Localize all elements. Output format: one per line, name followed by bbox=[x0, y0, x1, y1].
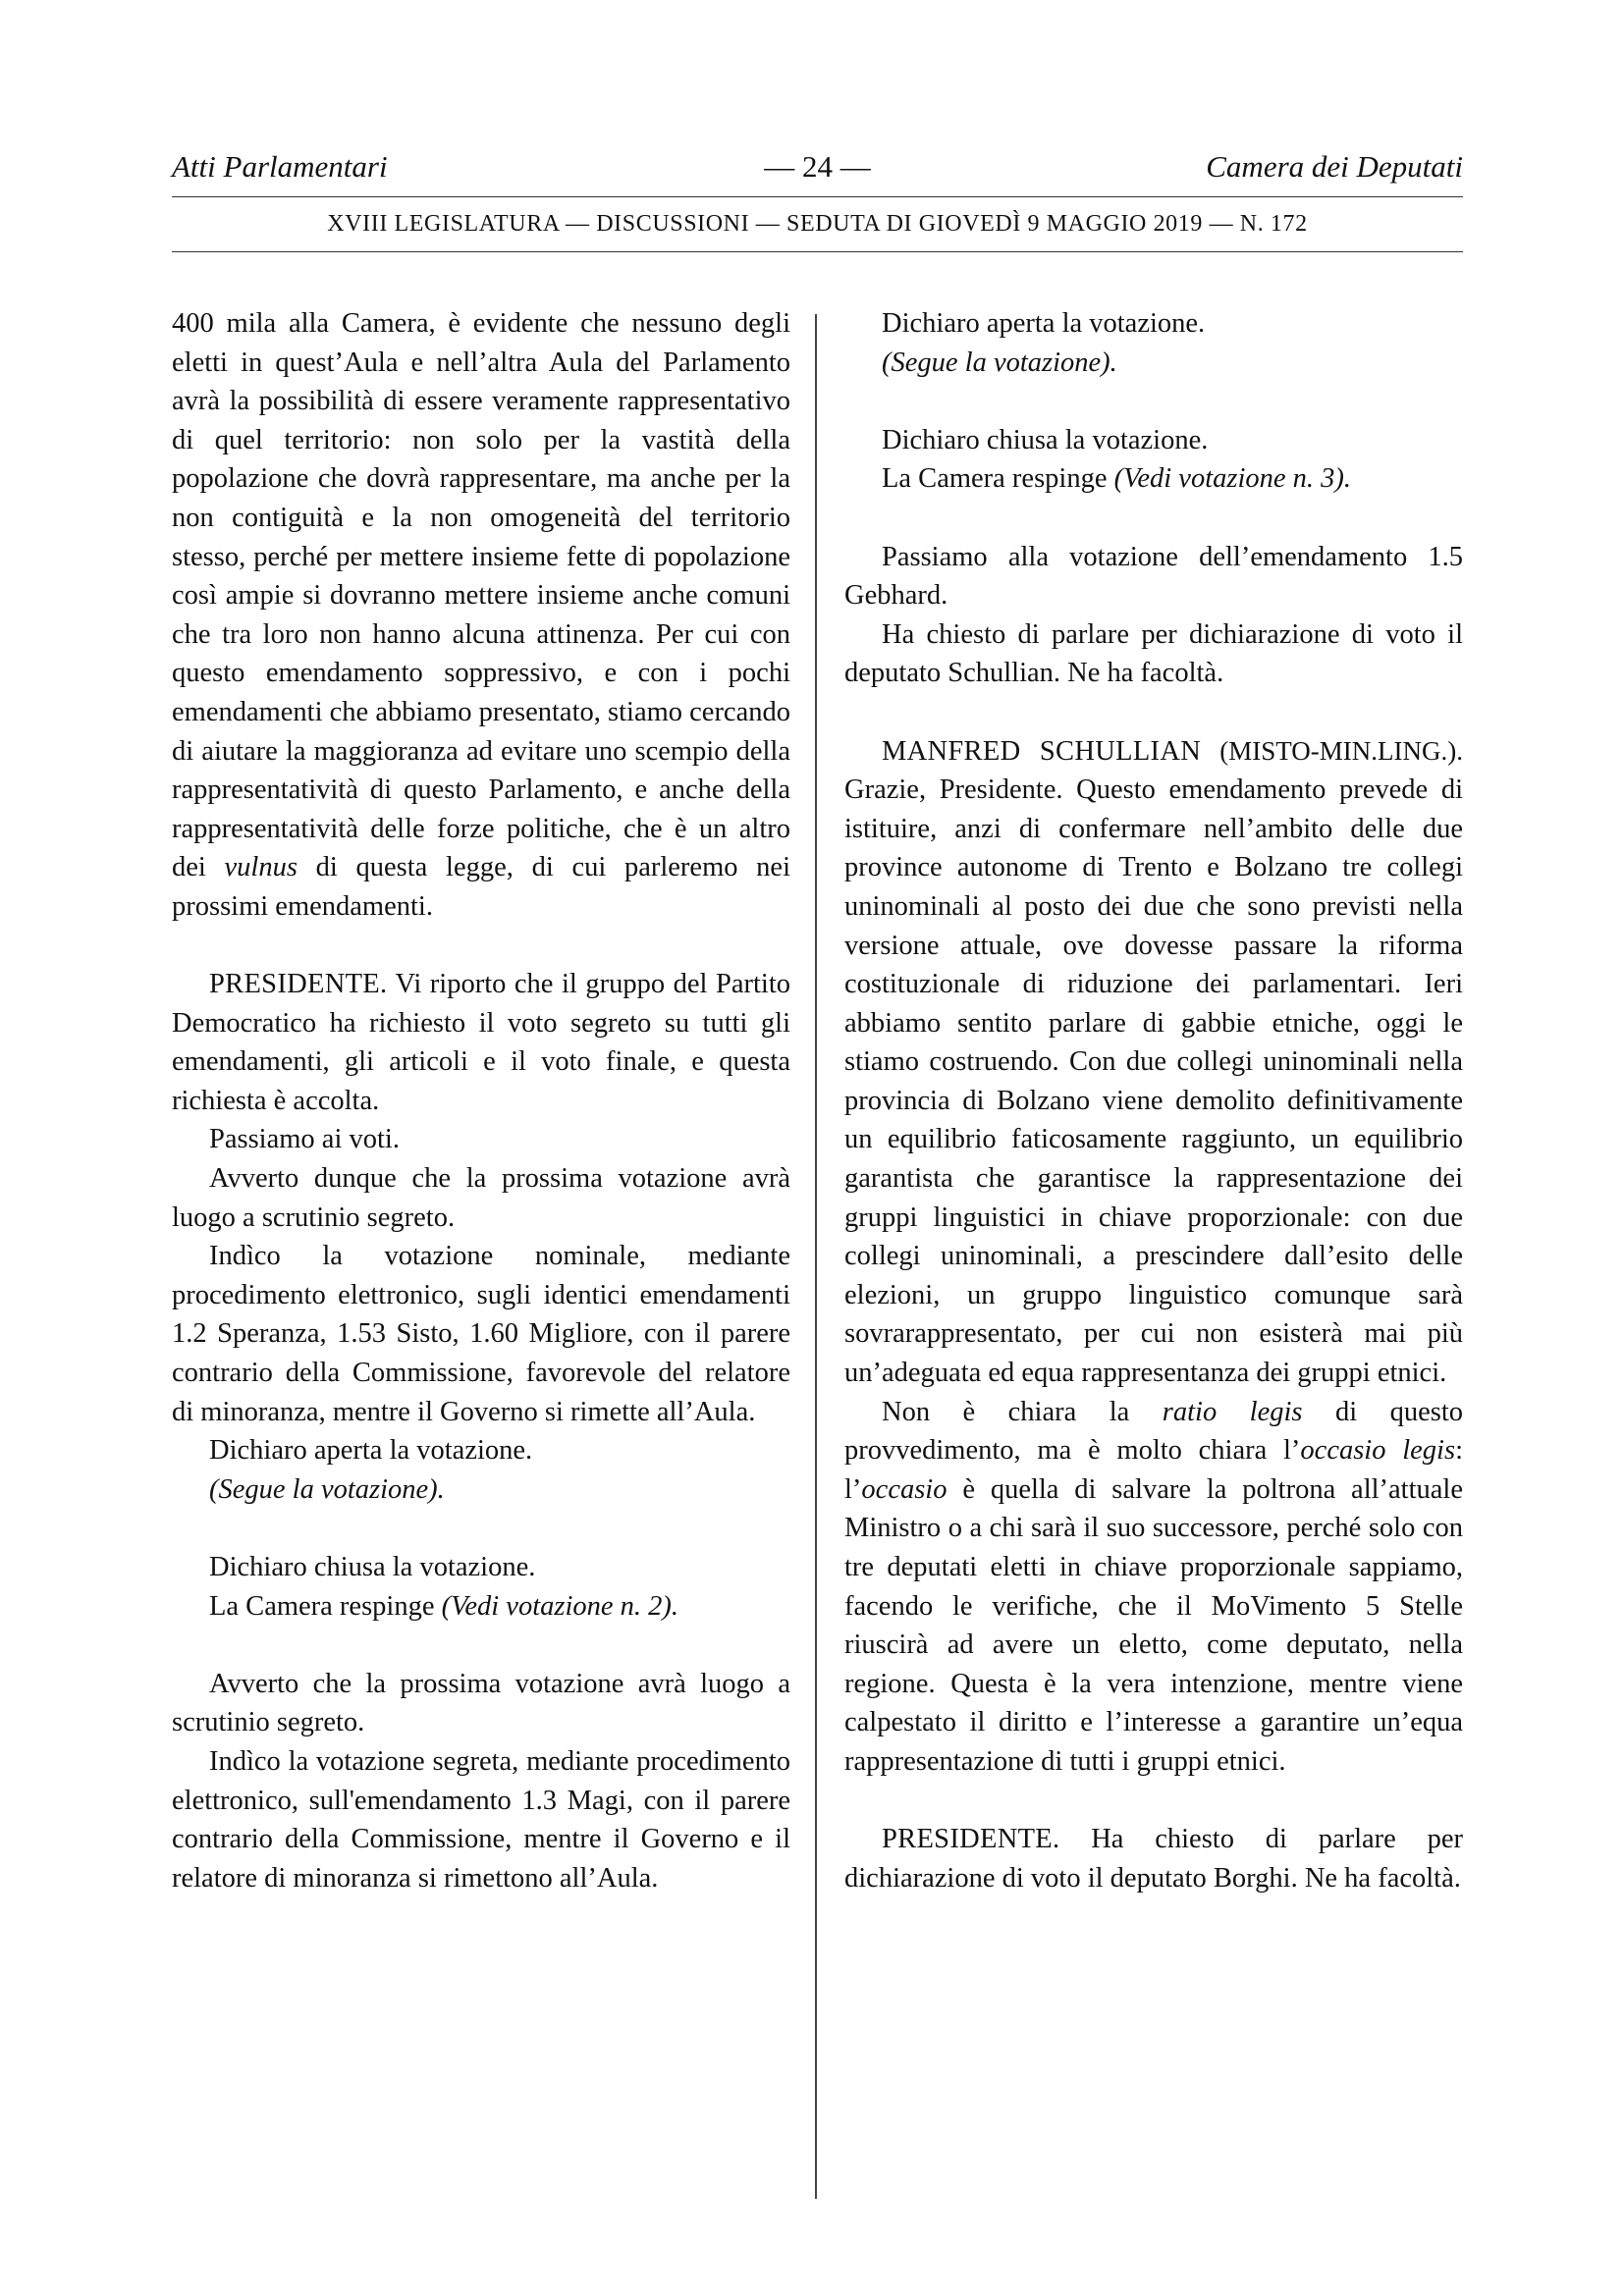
paragraph: Passiamo alla votazione dell’emendamento 1.5 Gebhard. bbox=[844, 541, 1463, 612]
italic-term: vulnus bbox=[224, 852, 298, 883]
paragraph: Dichiaro chiusa la votazione. bbox=[882, 424, 1209, 455]
paragraph: Dichiaro aperta la votazione. bbox=[209, 1435, 533, 1467]
paragraph: Passiamo ai voti. bbox=[209, 1124, 400, 1155]
paragraph: Ha chiesto di parlare per dichiarazione di voto il deputato Schullian. Ne ha facoltà. bbox=[844, 618, 1463, 689]
paragraph: La Camera respinge (Vedi votazione n. 3). bbox=[882, 463, 1352, 495]
page-number: — 24 — bbox=[764, 149, 871, 184]
speaker-name: MANFRED SCHULLIAN bbox=[882, 735, 1202, 767]
stage-direction: (Segue la votazione). bbox=[209, 1473, 445, 1505]
italic-term: occasio bbox=[861, 1473, 947, 1505]
vote-reference: (Vedi votazione n. 2). bbox=[441, 1590, 679, 1622]
left-column bbox=[172, 304, 790, 1897]
paragraph: Avverto dunque che la prossima votazione avrà luogo a scrutinio segreto. bbox=[172, 1163, 790, 1233]
paragraph: PRESIDENTE. Ha chiesto di parlare per dichiarazione di voto il deputato Borghi. Ne ha facoltà. bbox=[844, 1824, 1463, 1894]
paragraph: Indìco la votazione segreta, mediante procedimento elettronico, sull'emendamento 1.3 Magi, con il parere contrario della Commissione, mentre il Governo e il relatore di minoranza si rimettono all’Aula. bbox=[172, 1745, 790, 1894]
paragraph: Avverto che la prossima votazione avrà luogo a scrutinio segreto. bbox=[172, 1668, 790, 1738]
header-right: Camera dei Deputati bbox=[1206, 149, 1463, 184]
speaker-name: PRESIDENTE. bbox=[882, 1824, 1060, 1855]
italic-term: ratio legis bbox=[1162, 1396, 1303, 1427]
paragraph: Non è chiara la ratio legis di questo provvedimento, ma è molto chiara l’occasio legis: l’occasio è quella di salvare la poltrona all’attuale Ministro o a chi sarà il suo successore, perché solo con tre deputati eletti in chiave proporzionale sappiamo, facendo le verifiche, che il MoVimento 5 Stelle riuscirà ad avere un eletto, come deputato, nella regione. Questa è la vera intenzione, mentre viene calpestato il diritto e l’interesse a garantire un’equa rappresentazione di tutti i gruppi etnici. bbox=[844, 1396, 1463, 1777]
paragraph: Dichiaro aperta la votazione. bbox=[882, 308, 1206, 339]
column-divider bbox=[815, 314, 817, 2199]
italic-term: occasio legis bbox=[1300, 1435, 1456, 1467]
right-column bbox=[844, 304, 1463, 1897]
session-subtitle: XVIII LEGISLATURA — DISCUSSIONI — SEDUTA DI GIOVEDÌ 9 MAGGIO 2019 — N. 172 bbox=[327, 211, 1308, 237]
speaker-name: PRESIDENTE. bbox=[209, 969, 388, 1000]
stage-direction: (Segue la votazione). bbox=[882, 347, 1117, 378]
paragraph: Indìco la votazione nominale, mediante procedimento elettronico, sugli identici emendamenti 1.2 Speranza, 1.53 Sisto, 1.60 Migliore, con il parere contrario della Commissione, favorevole del relatore di minoranza, mentre il Governo si rimette all’Aula. bbox=[172, 1241, 790, 1427]
speaker-group: (MISTO-MIN.LING.). bbox=[1219, 735, 1463, 766]
paragraph: PRESIDENTE. Vi riporto che il gruppo del Partito Democratico ha richiesto il voto segreto su tutti gli emendamenti, gli articoli e il voto finale, e questa richiesta è accolta. bbox=[172, 969, 790, 1116]
running-header bbox=[172, 149, 1463, 196]
header-left: Atti Parlamentari bbox=[172, 149, 388, 184]
vote-reference: (Vedi votazione n. 3). bbox=[1113, 463, 1352, 495]
paragraph: 400 mila alla Camera, è evidente che nessuno degli eletti in quest’Aula e nell’altra Aula del Parlamento avrà la possibilità di essere veramente rappresentativo di quel territorio: non solo per la vastità della popolazione che dovrà rappresentare, ma anche per la non contiguità e la non omogeneità del territorio stesso, perché per mettere insieme fette di popolazione così ampie si dovranno mettere insieme anche comuni che tra loro non hanno alcuna attinenza. Per cui con questo emendamento soppressivo, e con i pochi emendamenti che abbiamo presentato, stiamo cercando di aiutare la maggioranza ad evitare uno scempio della rappresentatività di questo Parlamento, e anche della rappresentatività delle forze politiche, che è un altro dei vulnus di questa legge, di cui parleremo nei prossimi emendamenti. bbox=[172, 308, 791, 922]
header-rule-bottom bbox=[172, 251, 1463, 252]
header-rule-top bbox=[172, 196, 1463, 197]
paragraph: La Camera respinge (Vedi votazione n. 2). bbox=[209, 1590, 679, 1622]
paragraph: MANFRED SCHULLIAN (MISTO-MIN.LING.). Grazie, Presidente. Questo emendamento prevede di istituire, anzi di confermare nell’ambito delle due province autonome di Trento e Bolzano tre collegi uninominali al posto dei due che sono previsti nella versione attuale, ove dovesse passare la riforma costituzionale di riduzione dei parlamentari. Ieri abbiamo sentito parlare di gabbie etniche, oggi le stiamo costruendo. Con due collegi uninominali nella provincia di Bolzano viene demolito definitivamente un equilibrio faticosamente raggiunto, un equilibrio garantista che garantisce la rappresentazione dei gruppi linguistici in chiave proporzionale: con due collegi uninominali, a prescindere dall’esito delle elezioni, un gruppo linguistico comunque sarà sovrarappresentato, per cui non esisterà mai più un’adeguata ed equa rappresentanza dei gruppi etnici. bbox=[844, 735, 1463, 1389]
paragraph: Dichiaro chiusa la votazione. bbox=[209, 1552, 536, 1582]
